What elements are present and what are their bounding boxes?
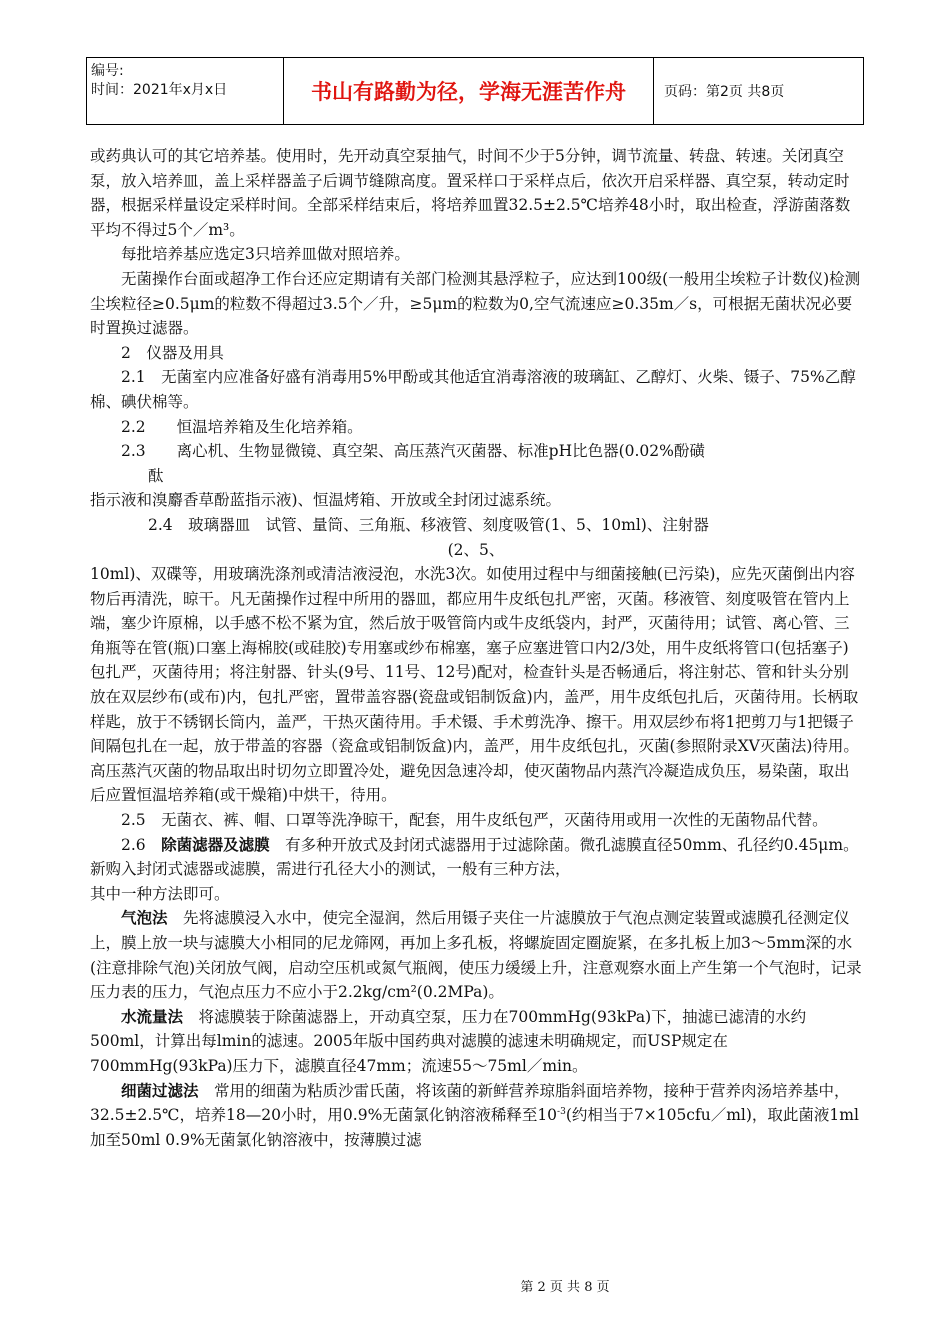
section-heading: 2 仪器及用具 xyxy=(121,343,224,362)
paragraph xyxy=(90,1005,862,1079)
number-label: 编号: xyxy=(91,63,124,79)
section-number: 2.6 xyxy=(121,835,162,854)
paragraph-text: 常用的细菌为粘质沙雷氏菌，将该菌的新鲜营养琼脂斜面培养物，接种于营养肉汤培养基中，32.5±2.5℃，培养18—20小时，用0.9%无菌氯化钠溶液稀释至10 xyxy=(90,1081,850,1125)
paragraph-text: 先将滤膜浸入水中，使完全湿润，然后用镊子夹住一片滤膜放于气泡点测定装置或滤膜孔径测定仪上，膜上放一块与滤膜大小相同的尼龙筛网，再加上多孔板，将螺旋固定圈旋紧，在多扎板上加3～5mm深的水(注意排除气泡)关闭放气阀，启动空压机或氮气瓶阀，使压力缓缓上升，注意观察水面上产生第一个气泡时，记录压力表的压力，气泡点压力不应小于2.2kg/cm²(0.2MPa)。 xyxy=(90,909,862,1002)
paragraph-continuation: (2、5、 xyxy=(447,540,505,559)
paragraph: 或药典认可的其它培养基。使用时，先开动真空泵抽气，时间不少于5分钟，调节流量、转盘、转速。关闭真空泵，放入培养皿，盖上采样器盖子后调节缝隙高度。置采样口于采样点后，依次开启采样器、真空泵，转动定时器，根据采样量设定采样时间。全部采样结束后，将培养皿置32.5±2.5℃培养48小时，取出检查，浮游菌落数平均不得过5个／m³。 xyxy=(90,147,851,239)
paragraph: 2.1 无菌室内应准备好盛有消毒用5%甲酚或其他适宜消毒溶液的玻璃缸、乙醇灯、火柴、镊子、75%乙醇棉、碘伏棉等。 xyxy=(90,368,856,411)
superscript: -3 xyxy=(557,1107,566,1117)
section-term: 除菌滤器及滤膜 xyxy=(161,835,270,854)
paragraph xyxy=(90,1079,862,1153)
document-body xyxy=(90,144,862,1152)
page-header xyxy=(86,57,864,125)
paragraph: 2.2 恒温培养箱及生化培养箱。 xyxy=(121,417,363,436)
paragraph: 10ml)、双碟等，用玻璃洗涤剂或清洁液浸泡，水洗3次。如使用过程中与细菌接触(已污染)，应先灭菌倒出内容物后再清洗，晾干。凡无菌操作过程中所用的器皿，都应用牛皮纸包扎严密，灭菌。移液管、刻度吸管在管内上端，塞少许原棉，以手感不松不紧为宜，然后放于吸管筒内或牛皮纸袋内，封严，灭菌待用；试管、离心管、三角瓶等在管(瓶)口塞上海棉胶(或硅胶)专用塞或纱布棉塞，塞子应塞进管口内2/3处，用牛皮纸将管口(包括塞子)包扎严，灭菌待用；将注射器、针头(9号、11号、12号)配对，检查针头是否畅通后，将注射芯、管和针头分别放在双层纱布(或布)内，包扎严密，置带盖容器(瓷盘或铝制饭盒)内，盖严，用牛皮纸包扎后，灭菌待用。长柄取样匙，放于不锈钢长筒内，盖严，干热灭菌待用。手术镊、手术剪洗净、擦干。用双层纱布将1把剪刀与1把镊子间隔包扎在一起，放于带盖的容器（瓷盒或铝制饭盒)内，盖严，用牛皮纸包扎，灭菌(参照附录XV灭菌法)待用。高压蒸汽灭菌的物品取出时切勿立即置冷处，避免因急速冷却，使灭菌物品内蒸汽冷凝造成负压，易染菌，取出后应置恒温培养箱(或干燥箱)中烘干，待用。 xyxy=(90,565,859,805)
paragraph-continuation: 酞 xyxy=(148,466,164,485)
paragraph xyxy=(90,906,862,1004)
header-page-label: 页码：第2页 共8页 xyxy=(664,84,785,100)
method-term: 水流量法 xyxy=(121,1007,184,1026)
paragraph xyxy=(90,833,862,882)
paragraph: 其中一种方法即可。 xyxy=(90,884,230,903)
paragraph: 2.3 离心机、生物显微镜、真空架、高压蒸汽灭菌器、标准pH比色器(0.02%酚磺 xyxy=(121,442,705,461)
paragraph: 无菌操作台面或超净工作台还应定期请有关部门检测其悬浮粒子，应达到100级(一般用尘埃粒子计数仪)检测尘埃粒径≥0.5μm的粒数不得超过3.5个／升，≥5μm的粒数为0,空气流速应≥0.35m／s，可根据无菌状况必要时置换过滤器。 xyxy=(90,269,861,338)
paragraph-text: 有多种开放式及封闭式滤器用于过滤除菌。微孔滤膜直径50mm、孔径约0.45μm。新购入封闭式滤器或滤膜，需进行孔径大小的测试，一般有三种方法， xyxy=(90,835,859,879)
method-term: 细菌过滤法 xyxy=(121,1081,199,1100)
paragraph: 每批培养基应选定3只培养皿做对照培养。 xyxy=(121,245,410,264)
method-term: 气泡法 xyxy=(121,909,168,928)
paragraph-text: 将滤膜装于除菌滤器上，开动真空泵，压力在700mmHg(93kPa)下，抽滤已滤清的水约500ml，计算出每lmin的滤速。2005年版中国药典对滤膜的滤速未明确规定，而USP规定在700mmHg(93kPa)压力下，滤膜直径47mm；流速55～75ml／min。 xyxy=(90,1007,807,1075)
header-meta xyxy=(87,58,283,124)
paragraph: 2.5 无菌衣、裤、帽、口罩等洗净晾干，配套，用牛皮纸包严，灭菌待用或用一次性的无菌物品代替。 xyxy=(121,811,828,830)
page-footer: 第 2 页 共 8 页 xyxy=(520,1280,610,1295)
paragraph: 2.4 玻璃器皿 试管、量筒、三角瓶、移液管、刻度吸管(1、5、10ml)、注射器 xyxy=(148,515,709,534)
time-label: 时间：2021年x月x日 xyxy=(91,82,228,98)
paragraph: 指示液和溴麝香草酚蓝指示液)、恒温烤箱、开放或全封闭过滤系统。 xyxy=(90,491,562,510)
paragraph-text: (约相当于7×105cfu／ml)，取此菌液1ml加至50ml 0.9%无菌氯化钠溶液中，按薄膜过滤 xyxy=(90,1106,859,1149)
header-motto: 书山有路勤为径，学海无涯苦作舟 xyxy=(283,58,654,124)
